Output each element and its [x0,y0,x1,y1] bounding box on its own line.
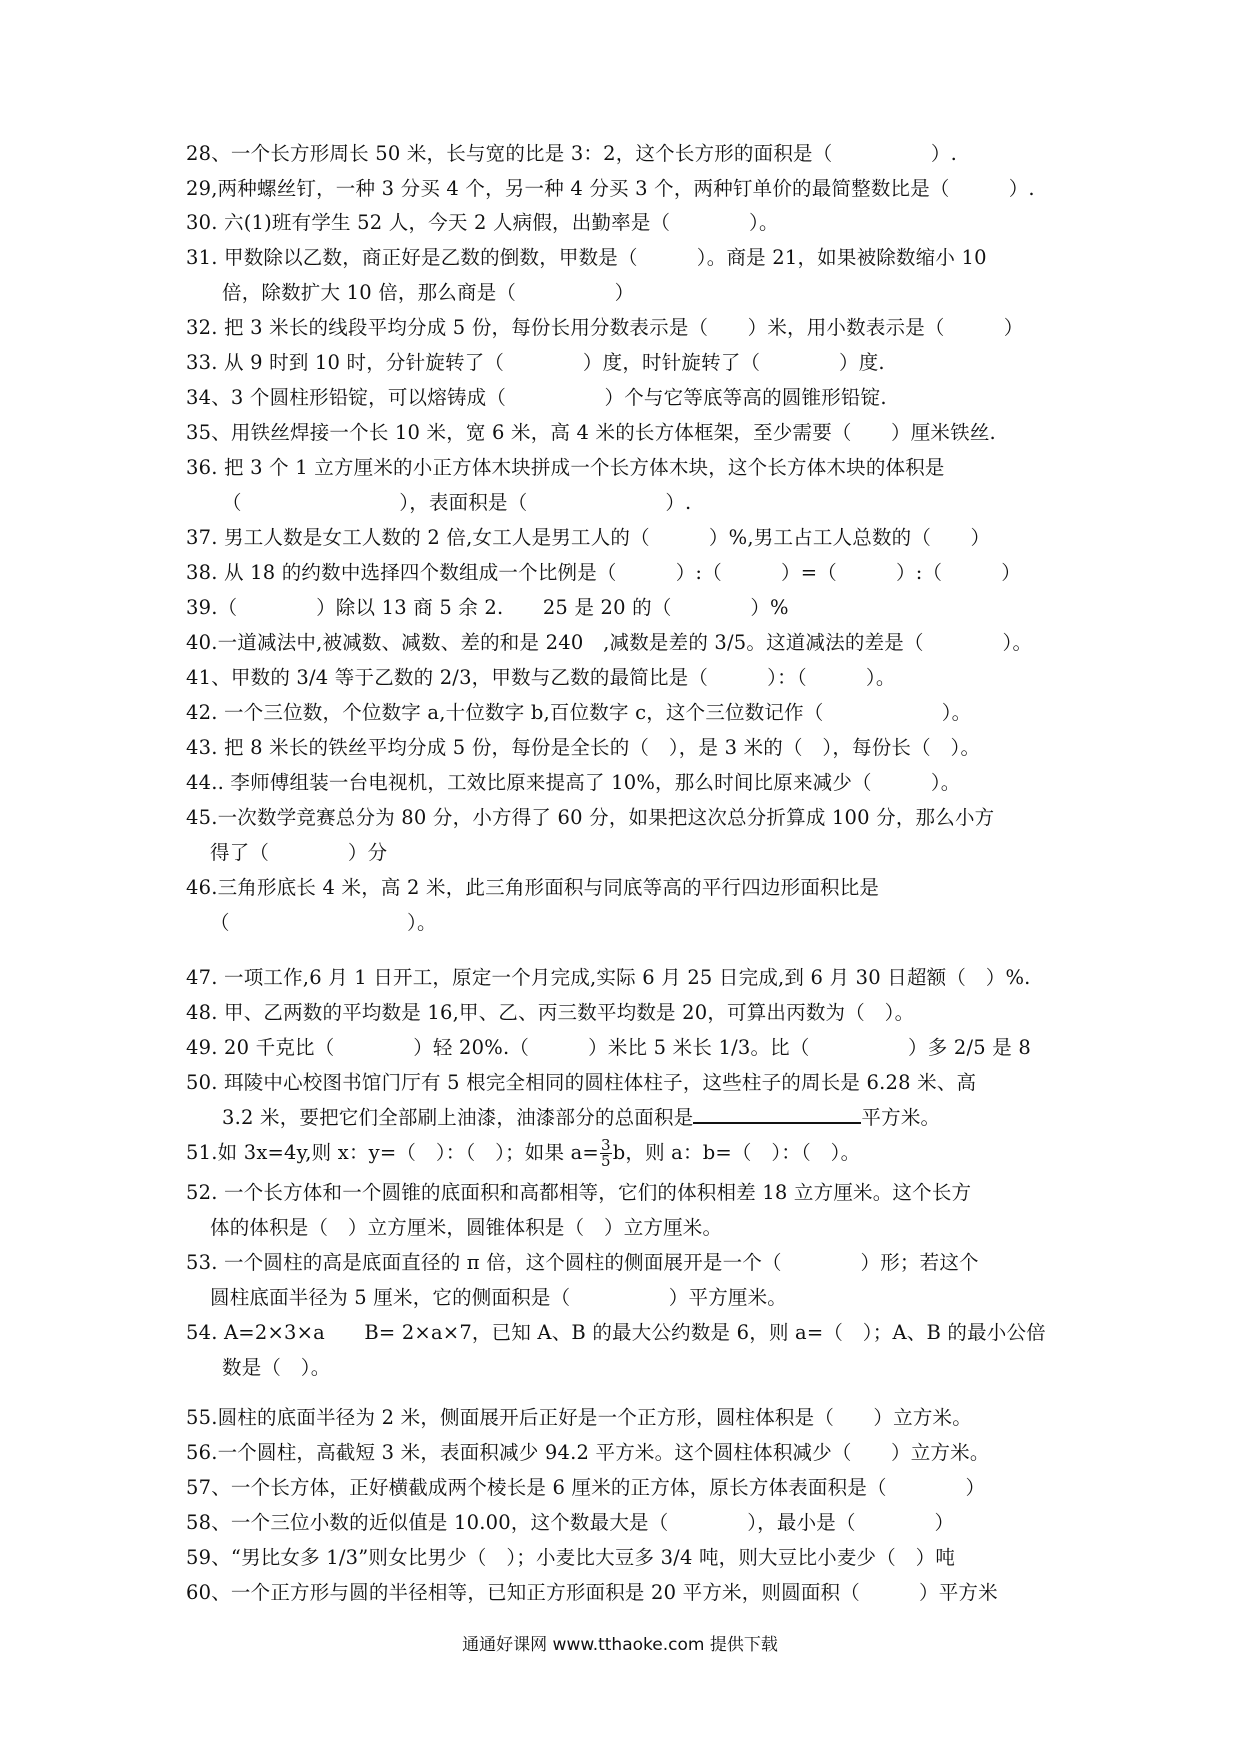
question-33: 33. 从 9 时到 10 时，分针旋转了（ ）度，时针旋转了（ ）度. [186,351,885,374]
fraction-three-fifths [600,1138,612,1169]
question-52: 52. 一个长方体和一个圆锥的底面积和高都相等，它们的体积相差 18 立方厘米。这个长方 [186,1181,972,1204]
question-50: 50. 珥陵中心校图书馆门厅有 5 根完全相同的圆柱体柱子，这些柱子的周长是 6.28 米、高 [186,1071,977,1094]
question-51-text: 51.如 3x=4y,则 x：y=（ ）：（ ）；如果 a= [186,1141,599,1164]
question-52-cont: 体的体积是（ ）立方厘米，圆锥体积是（ ）立方厘米。 [210,1216,723,1239]
question-43: 43. 把 8 米长的铁丝平均分成 5 份，每份是全长的（ ），是 3 米的（ ），每份长（ ）。 [186,736,981,759]
question-34: 34、3 个圆柱形铅锭，可以熔铸成（ ）个与它等底等高的圆锥形铅锭. [186,386,887,409]
question-54-cont: 数是（ ）。 [222,1356,331,1379]
question-38: 38. 从 18 的约数中选择四个数组成一个比例是（ ）:（ ）=（ ）:（ ） [186,561,1021,584]
question-44: 44.. 李师傅组装一台电视机，工效比原来提高了 10%，那么时间比原来减少（ ）。 [186,771,961,794]
fraction-numerator: 3 [600,1136,611,1154]
footer-source: 通通好课网 www.tthaoke.com 提供下载 [462,1635,778,1655]
question-50-cont [222,1100,1102,1135]
question-31-cont: 倍，除数扩大 10 倍，那么商是（ ） [222,281,635,304]
question-41: 41、甲数的 3/4 等于乙数的 2/3，甲数与乙数的最简比是（ ）：（ ）。 [186,666,896,689]
fraction-denominator: 5 [600,1152,611,1170]
question-36-cont: （ ），表面积是（ ）. [222,491,692,514]
question-39: 39.（ ）除以 13 商 5 余 2. 25 是 20 的（ ）% [186,596,789,619]
question-30: 30. 六(1)班有学生 52 人，今天 2 人病假，出勤率是（ ）。 [186,211,779,234]
question-28: 28、一个长方形周长 50 米，长与宽的比是 3：2，这个长方形的面积是（ ）. [186,142,958,165]
question-50-unit: 平方米。 [861,1106,941,1129]
question-59: 59、“男比女多 1/3”则女比男少（ ）；小麦比大豆多 3/4 吨，则大豆比小麦少（ ）吨 [186,1546,956,1569]
question-48: 48. 甲、乙两数的平均数是 16,甲、乙、丙三数平均数是 20，可算出丙数为（ ）。 [186,1001,915,1024]
question-35: 35、用铁丝焊接一个长 10 米，宽 6 米，高 4 米的长方体框架，至少需要（ ）厘米铁丝. [186,421,996,444]
question-47: 47. 一项工作,6 月 1 日开工，原定一个月完成,实际 6 月 25 日完成,到 6 月 30 日超额（ ）%. [186,966,1031,989]
question-54: 54. A=2×3×a B= 2×a×7，已知 A、B 的最大公约数是 6，则 a=（ ）；A、B 的最小公倍 [186,1321,1046,1344]
question-60: 60、一个正方形与圆的半径相等，已知正方形面积是 20 平方米，则圆面积（ ）平方米 [186,1581,998,1604]
question-46: 46.三角形底长 4 米，高 2 米，此三角形面积与同底等高的平行四边形面积比是 [186,876,880,899]
question-40: 40.一道减法中,被减数、减数、差的和是 240 ,减数是差的 3/5。这道减法的差是（ ）。 [186,631,1033,654]
question-42: 42. 一个三位数，个位数字 a,十位数字 b,百位数字 c，这个三位数记作（ ）。 [186,701,972,724]
question-37: 37. 男工人数是女工人数的 2 倍,女工人是男工人的（ ）%,男工占工人总数的（ ） [186,526,991,549]
question-57: 57、一个长方体，正好横截成两个棱长是 6 厘米的正方体，原长方体表面积是（ ） [186,1476,986,1499]
question-53: 53. 一个圆柱的高是底面直径的 π 倍，这个圆柱的侧面展开是一个（ ）形；若这个 [186,1251,979,1274]
question-49: 49. 20 千克比（ ）轻 20%.（ ）米比 5 米长 1/3。比（ ）多 2/5 是 8 [186,1036,1031,1059]
question-50-text: 3.2 米，要把它们全部刷上油漆，油漆部分的总面积是 [222,1106,694,1129]
question-53-cont: 圆柱底面半径为 5 厘米，它的侧面积是（ ）平方厘米。 [210,1286,788,1309]
question-51 [186,1135,1066,1170]
question-31: 31. 甲数除以乙数，商正好是乙数的倒数，甲数是（ ）。商是 21，如果被除数缩小 10 [186,246,987,269]
question-58: 58、一个三位小数的近似值是 10.00，这个数最大是（ ），最小是（ ） [186,1511,955,1534]
question-55: 55.圆柱的底面半径为 2 米，侧面展开后正好是一个正方形，圆柱体积是（ ）立方米。 [186,1406,972,1429]
question-56: 56.一个圆柱，高截短 3 米，表面积减少 94.2 平方米。这个圆柱体积减少（ ）立方米。 [186,1441,990,1464]
question-29: 29,两种螺丝钉，一种 3 分买 4 个，另一种 4 分买 3 个，两种钉单价的最简整数比是（ ）. [186,177,1035,200]
question-45-cont: 得了（ ）分 [210,841,388,864]
question-36: 36. 把 3 个 1 立方厘米的小正方体木块拼成一个长方体木块，这个长方体木块的体积是 [186,456,945,479]
answer-blank-line [693,1104,861,1124]
question-32: 32. 把 3 米长的线段平均分成 5 份，每份长用分数表示是（ ）米，用小数表示是（ ） [186,316,1024,339]
question-51-text-end: b，则 a：b=（ ）：（ ）。 [612,1141,861,1164]
question-45: 45.一次数学竞赛总分为 80 分，小方得了 60 分，如果把这次总分折算成 100 分，那么小方 [186,806,995,829]
question-46-cont: （ ）。 [210,911,437,934]
